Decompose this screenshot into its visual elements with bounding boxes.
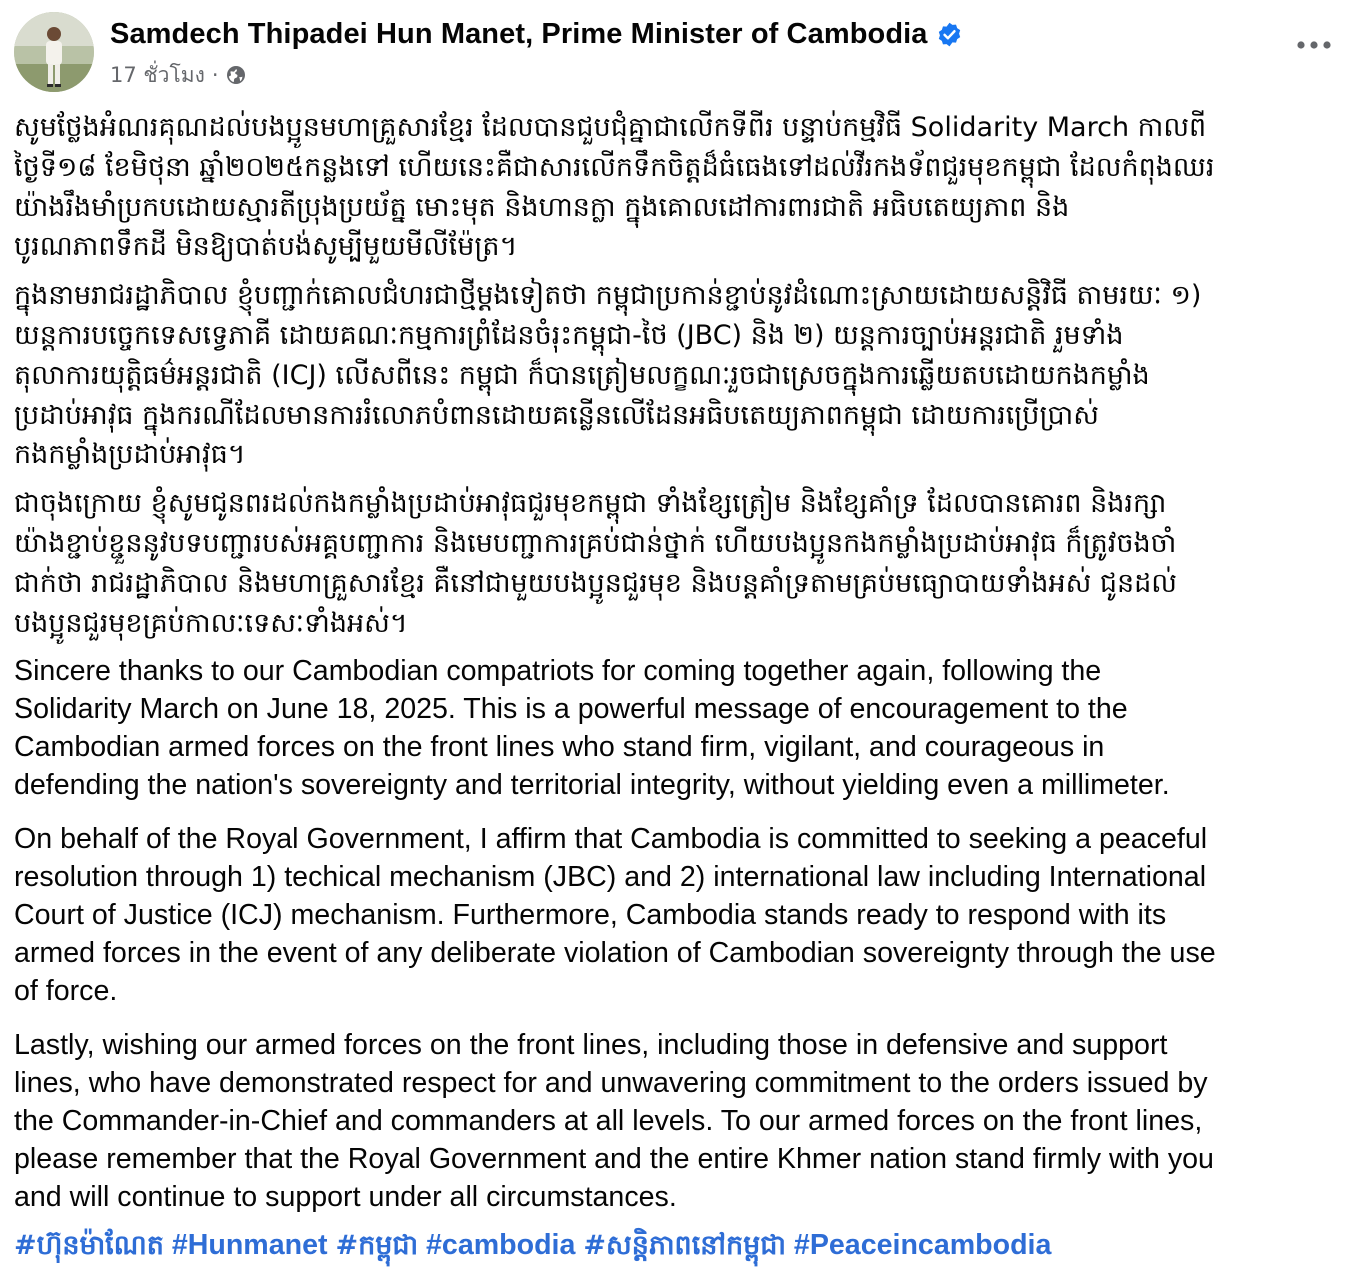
hashtag-link[interactable]: #Hunmanet [171,1229,328,1261]
hashtag-link[interactable]: #cambodia [426,1229,576,1261]
author-row [110,16,963,52]
english-paragraph-3: Lastly, wishing our armed forces on the front lines, including those in defensive and support lines, who have demonstrated respect for and unwavering commitment to the orders issued by the Commander-in-Chief and commanders at all levels. To our armed forces on the front lines, please remember that the Royal Government and the entire Khmer nation stand firmly with you and will continue to support under all circumstances. [14,1029,1214,1214]
avatar[interactable] [14,12,94,92]
post-header [14,12,1336,92]
hashtag-link[interactable]: #សន្តិភាពនៅកម្ពុជា [583,1230,786,1261]
globe-icon[interactable] [226,65,246,85]
more-options-icon [1296,40,1332,50]
author-name[interactable]: Samdech Thipadei Hun Manet, Prime Minister of Cambodia [110,17,928,50]
khmer-paragraph-2: ក្នុងនាមរាជរដ្ឋាភិបាល ខ្ញុំបញ្ជាក់គោលជំហរជាថ្មីម្តងទៀតថា កម្ពុជាប្រកាន់ខ្ជាប់នូវដំណោះស្រាយដោយសន្តិវិធី តាមរយៈ ១) យន្តការបច្ចេកទេសទ្វេភាគី ដោយគណៈកម្មការព្រំដែនចំរុះកម្ពុជា-ថៃ (JBC) និង ២) យន្តការច្បាប់អន្តរជាតិ រួមទាំង តុលាការយុត្តិធម៌អន្តរជាតិ (ICJ) លើសពីនេះ កម្ពុជា ក៏បានត្រៀមលក្ខណៈរួចជាស្រេចក្នុងការឆ្លើយតបដោយកងកម្លាំង ប្រដាប់អាវុធ ក្នុងករណីដែលមានការរំលោភបំពានដោយគន្លើនលើដែនអធិបតេយ្យភាពកម្ពុជា ដោយការប្រើប្រាស់ កងកម្លាំងប្រដាប់អាវុធ។ [14,280,1202,471]
english-paragraph-2: On behalf of the Royal Government, I affirm that Cambodia is committed to seeking a peaceful resolution through 1) techical mechanism (JBC) and 2) international law including International Court of Justice (ICJ) mechanism. Furthermore, Cambodia stands ready to respond with its armed forces in the event of any deliberate violation of Cambodian sovereignty through the use of force. [14,823,1216,1008]
profile-photo [14,12,94,92]
more-options-button[interactable] [1292,30,1336,60]
meta-separator: · [211,63,219,87]
timestamp[interactable]: 17 ชั่วโมง [110,62,205,87]
post-body [14,108,1334,1232]
khmer-paragraph-3: ជាចុងក្រោយ ខ្ញុំសូមជូនពរដល់កងកម្លាំងប្រដាប់អាវុធជួរមុខកម្ពុជា ទាំងខ្សែត្រៀម និងខ្សែគាំទ្រ ដែលបានគោរព និងរក្សា យ៉ាងខ្ជាប់ខ្ជួននូវបទបញ្ជារបស់អគ្គបញ្ជាការ និងមេបញ្ជាការគ្រប់ជាន់ថ្នាក់ ហើយបងប្អូនកងកម្លាំងប្រដាប់អាវុធ ក៏ត្រូវចងចាំ ជាក់ថា រាជរដ្ឋាភិបាល និងមហាគ្រួសារខ្មែរ គឺនៅជាមួយបងប្អូនជួរមុខ និងបន្តគាំទ្រតាមគ្រប់មធ្យោបាយទាំងអស់ ជូនដល់ បងប្អូនជួរមុខគ្រប់កាលៈទេសៈទាំងអស់។ [14,488,1177,639]
post-meta [110,60,246,90]
khmer-paragraph-1: សូមថ្លែងអំណរគុណដល់បងប្អូនមហាគ្រួសារខ្មែរ ដែលបានជួបជុំគ្នាជាលើកទីពីរ បន្ទាប់កម្មវិធី Solidarity March កាលពី ថ្ងៃទី១៨ ខែមិថុនា ឆ្នាំ២០២៥កន្លងទៅ ហើយនេះគឺជាសារលើកទឹកចិត្តដ៏ធំធេងទៅដល់វីរកងទ័ពជួរមុខកម្ពុជា ដែលកំពុងឈរ យ៉ាងរឹងមាំប្រកបដោយស្មារតីប្រុងប្រយ័ត្ន មោះមុត និងហានក្លា ក្នុងគោលដៅការពារជាតិ អធិបតេយ្យភាព និង បូរណភាពទឹកដី មិនឱ្យបាត់បង់សូម្បីមួយមីលីម៉ែត្រ។ [14,112,1215,263]
hashtag-link[interactable]: #កម្ពុជា [335,1230,419,1261]
english-paragraph-1: Sincere thanks to our Cambodian compatriots for coming together again, following the Solidarity March on June 18, 2025. This is a powerful message of encouragement to the Cambodian armed forces on the front lines who stand firm, vigilant, and courageous in defending the nation's sovereignty and territorial integrity, without yielding even a millimeter. [14,655,1170,802]
verified-badge-icon [936,21,963,48]
hashtag-link[interactable]: #ហ៊ុនម៉ាណែត [14,1230,164,1261]
hashtag-link[interactable]: #Peaceincambodia [793,1229,1052,1261]
hashtag-list [14,1226,1051,1265]
